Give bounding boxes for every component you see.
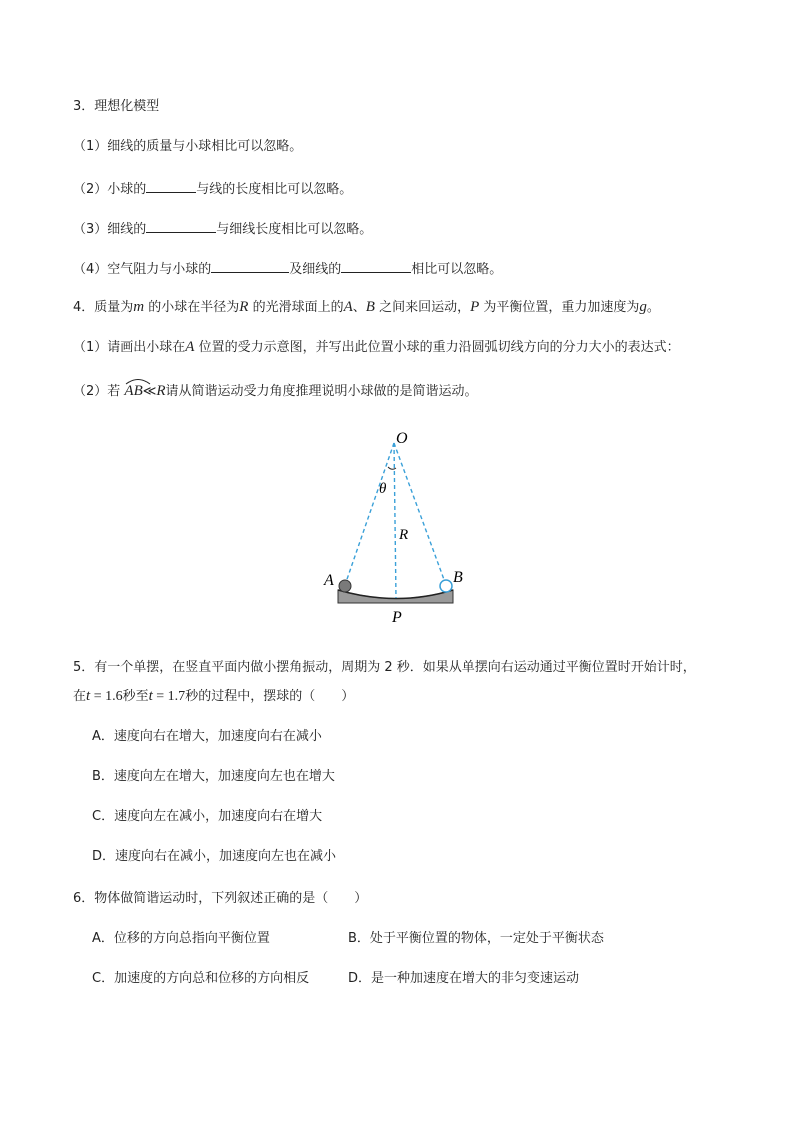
q4-text: 之间来回运动，	[374, 300, 471, 315]
q3-item-4-middle: 及细线的	[289, 262, 342, 277]
label-b: B	[453, 569, 463, 586]
label-r: R	[399, 527, 409, 543]
label-a: A	[324, 572, 334, 589]
q4-text: 为平衡位置，重力加速度为	[479, 300, 640, 315]
var-R: R	[239, 299, 249, 315]
answer-blank[interactable]	[211, 258, 289, 273]
q4-text: 的光滑球面上的	[248, 300, 344, 315]
ball-at-b	[440, 580, 452, 592]
q5-option-d[interactable]: D．速度向右在减小，加速度向左也在减小	[92, 849, 337, 864]
q5-text: 秒至	[122, 689, 149, 704]
q3-item-1: （1）细线的质量与小球相比可以忽略。	[73, 139, 303, 154]
pendulum-figure	[315, 425, 485, 630]
answer-blank[interactable]	[146, 218, 216, 233]
q3-item-3-suffix: 与细线长度相比可以忽略。	[216, 222, 373, 237]
q4-text: 4．质量为	[73, 300, 134, 315]
q5-option-b[interactable]: B．速度向左在增大，加速度向左也在增大	[92, 769, 335, 784]
q4-sub-2	[73, 382, 478, 401]
string-to-b	[394, 443, 446, 585]
q4-sub-1-text: （1）请画出小球在	[73, 340, 186, 355]
arc-ab	[124, 382, 142, 401]
q6-stem: 6．物体做简谐运动时，下列叙述正确的是（ ）	[73, 891, 368, 906]
var-g: g	[639, 299, 647, 315]
q4-text: 。	[646, 300, 660, 315]
time-t2	[149, 689, 186, 704]
q3-item-2-suffix: 与线的长度相比可以忽略。	[196, 182, 353, 197]
q4-sub-2-text: （2）若	[73, 384, 121, 399]
var-t: t	[148, 688, 153, 704]
q3-item-2	[73, 178, 352, 199]
answer-blank[interactable]	[146, 178, 196, 193]
time-t1-value: = 1.6	[90, 689, 123, 704]
q5-option-c[interactable]: C．速度向左在减小，加速度向右在增大	[92, 809, 323, 824]
much-less-symbol: ≪	[142, 384, 157, 399]
q4-sub-2-text: 请从简谐运动受力角度推理说明小球做的是简谐运动。	[165, 384, 478, 399]
var-R: R	[156, 383, 166, 399]
q3-item-4	[73, 258, 502, 279]
q4-stem	[73, 298, 660, 317]
q3-title: 3．理想化模型	[73, 99, 160, 114]
q6-option-c[interactable]: C．加速度的方向总和位移的方向相反	[92, 971, 310, 986]
radius-line	[394, 443, 396, 598]
time-t2-value: = 1.7	[152, 689, 186, 704]
label-p: P	[392, 609, 402, 626]
q4-sub-1-text: 位置的受力示意图，并写出此位置小球的重力沿圆弧切线方向的分力大小的表达式：	[194, 340, 680, 355]
answer-blank[interactable]	[341, 258, 411, 273]
q3-item-2-prefix: （2）小球的	[73, 182, 147, 197]
label-o: O	[396, 430, 408, 447]
q3-item-4-prefix: （4）空气阻力与小球的	[73, 262, 212, 277]
q5-text: 在	[73, 689, 87, 704]
arc-ab-label: AB	[124, 383, 143, 399]
var-P: P	[470, 299, 480, 315]
string-to-a	[345, 443, 394, 585]
q5-text: 秒的过程中，摆球的（ ）	[185, 689, 355, 704]
var-A: A	[185, 339, 195, 355]
q4-text: 、	[352, 300, 366, 315]
ball-at-a	[339, 580, 351, 592]
q6-option-a[interactable]: A．位移的方向总指向平衡位置	[92, 931, 270, 946]
q4-sub-1	[73, 338, 680, 357]
var-t: t	[86, 688, 91, 704]
q6-option-d[interactable]: D．是一种加速度在增大的非匀变速运动	[348, 971, 580, 986]
q4-text: 的小球在半径为	[144, 300, 240, 315]
label-theta: θ	[379, 481, 387, 497]
q5-stem-line-1: 5．有一个单摆，在竖直平面内做小摆角振动，周期为 2 秒．如果从单摆向右运动通过平衡位置时开始计时，	[73, 660, 696, 675]
q6-option-b[interactable]: B．处于平衡位置的物体，一定处于平衡状态	[348, 931, 604, 946]
var-m: m	[133, 299, 145, 315]
var-B: B	[365, 299, 375, 315]
var-A: A	[343, 299, 353, 315]
q5-option-a[interactable]: A．速度向右在增大，加速度向右在减小	[92, 729, 322, 744]
q3-item-3	[73, 218, 372, 239]
q3-item-4-suffix: 相比可以忽略。	[411, 262, 503, 277]
arc-overline-icon	[124, 377, 152, 385]
q3-item-3-prefix: （3）细线的	[73, 222, 147, 237]
q5-stem-line-2	[73, 687, 354, 706]
time-t1	[86, 689, 123, 704]
